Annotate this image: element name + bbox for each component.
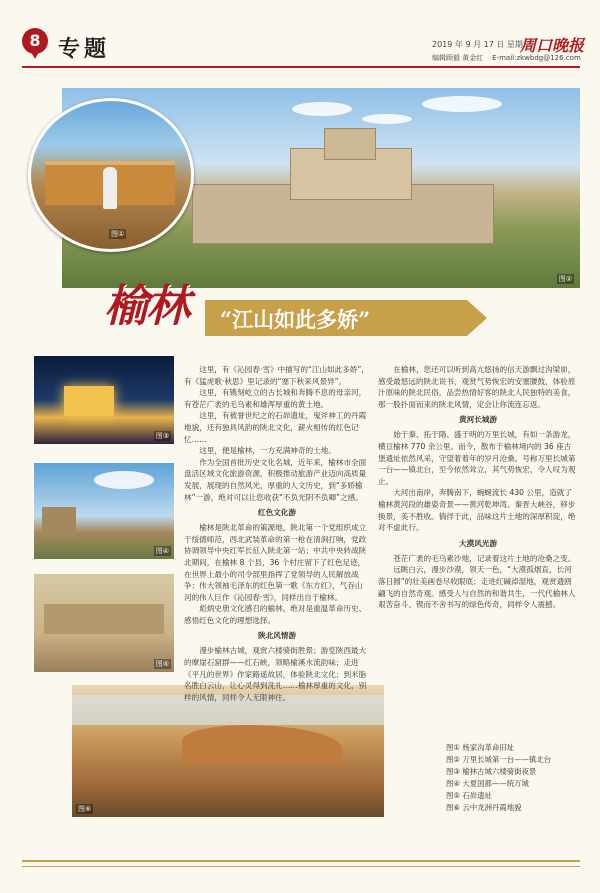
editor-email: E-mail:zkwbdg@126.com — [492, 54, 581, 62]
photo-caption-5: 图⑤ — [155, 660, 169, 668]
legend-item: 图⑤ 石峁遗址 — [446, 791, 492, 800]
legend-item: 图⑥ 云中龙洲丹霞地貌 — [446, 803, 522, 812]
photo-tongwancheng — [34, 463, 174, 559]
article-paragraph: 作为全国首批历史文化名城，近年来，榆林市全面盘活区域文化旅游资源，积极推动旅游产业迈向高质量发展，展现的自然风光，厚重的人文历史，到“多娇榆林”一游，绝对可以让您收获“不负光阴不负卿”之感。 — [184, 457, 367, 502]
legend-item: 图② 万里长城第一台——镇北台 — [446, 755, 552, 764]
editor-line — [432, 53, 581, 63]
cloud — [422, 96, 502, 112]
subhead-great-wall: 黄河长城游 — [459, 415, 497, 425]
stone-ruins — [44, 604, 164, 634]
subhead-red-culture: 红色文化游 — [258, 508, 296, 518]
subhead-desert: 大漠风光游 — [459, 538, 497, 548]
red-cliff — [182, 725, 342, 765]
article-paragraph: 彪炳史册文化感召的榆林，绝对是重温革命历史、感悟红色文化的理想选择。 — [184, 604, 367, 625]
cloud — [94, 471, 154, 489]
header-rule — [22, 66, 580, 68]
section-title: 专题 — [58, 36, 111, 62]
article-paragraph: 大河出南岸，奔腾南下，蜿蜒流长 430 公里，造就了榆林黄河段的雄姿奇景——黄河乾坤湾、秦晋大峡谷，移步换景，美不胜收。徜徉于此，品味这片土地的深厚积淀，绝对不虚此行。 — [378, 488, 576, 533]
photo-caption-2: 图② — [558, 275, 572, 283]
photo-danxia-landform — [72, 685, 384, 817]
article-paragraph: 这里，有镌刻屹立的古长城和奔腾不息的母亲河，有苍茫广袤的毛乌素和雄浑厚重的黄土地。 — [184, 388, 367, 409]
photo-shimao-ruins — [34, 574, 174, 672]
article-paragraph: 漫步榆林古城，观赏六楼骑街胜景；游览陕西最大的摩崖石窟群——红石峡，领略榆溪水流韵味；走进《平凡的世界》作家路遥故居，体验陕北文化；到米脂名胜白云山，让心灵得到洗礼……榆林厚重的文化，别样的风情，同样令人无限神往。 — [184, 646, 367, 702]
issue-date: 2019 年 9 月 17 日 星期二 — [432, 40, 531, 49]
article-paragraph: 远眺白云，漫步沙漠，领天一色，“大漠孤烟直，长河落日圆”的壮美画卷尽收眼底；走进红碱淖湿地，观赏遗鸥翩飞的自然奇观。感受人与自然的和谐共生，一代代榆林人艰苦奋斗、锲而不舍书写的绿色传奇，同样令人震撼。 — [378, 565, 576, 610]
editor-names: 编辑顾毅 黄金红 — [432, 54, 484, 62]
fortress-tower — [324, 128, 376, 160]
article-paragraph: 在榆林，您还可以听到高亢悠扬的信天游飘过沟梁峁，感受最悠远的陕北说书，观赏气势恢宏的安塞腰鼓，体验原汁原味的陕北民俗，品尝热情好客的陕北人民独特的美食，那一股扑面而来的陕北风情，定会让你流连忘返。 — [378, 365, 576, 409]
article-paragraph: 榆林是陕北革命的策源地，陕北第一个党组织成立于绥德师范，西北武装革命的第一枪在清涧打响，党政协调领导中央红军长征入陕北第一站；中共中央转战陕北期间，在榆林 8 个县，36 个村庄留下了红色足迹，在世界上最小的司令部里指挥了党领导的人民解放战争；伟大领袖毛泽东的红色第一歌《东方红》，气吞山河的伟人巨作《沁园春·雪》，同样出自于榆林。 — [184, 523, 367, 602]
photo-legend — [446, 742, 551, 814]
page-number-badge: 8 — [22, 28, 48, 54]
legend-item: 图④ 大夏国都——统万城 — [446, 779, 529, 788]
article-paragraph: 这里，有《沁园春·雪》中描写的“江山如此多娇”，有《猛虎歌·秋思》里记录的“塞下秋来风景异”。 — [184, 365, 369, 386]
article-paragraph: 始于秦、拓于隋、盛于明的万里长城，有如一条游龙，横亘榆林 770 余公里。而今，散布于榆林境内的 36 座古堡遗址依然风采，守望着着年的岁月沧桑。号称万里长城第一台——镇北台，至今依然耸立，其气势恢宏，令人叹为观止。 — [378, 430, 576, 486]
headline-slogan: “江山如此多娇” — [220, 307, 371, 332]
legend-item: 图① 杨家沟革命旧址 — [446, 743, 515, 752]
newspaper-logo: 周口晚报 — [520, 36, 585, 55]
photo-caption-4: 图④ — [155, 547, 169, 555]
cloud — [292, 102, 352, 116]
headline-city: 榆林 — [104, 281, 188, 332]
footer-rule — [22, 860, 580, 862]
photo-caption-3: 图③ — [155, 432, 169, 440]
statue — [103, 167, 117, 209]
article-paragraph: 这里，有被誉世纪之的石峁遗址，鬼斧神工的丹霞地貌，还有独具风韵的陕北文化，薪火相传的红色记忆…… — [184, 411, 367, 444]
ruin-wall — [42, 507, 76, 537]
lit-tower — [64, 386, 114, 416]
subhead-northern-shaanxi: 陕北风情游 — [258, 631, 296, 641]
inset-photo-yangjiagou — [28, 98, 194, 252]
photo-night-city — [34, 356, 174, 444]
photo-caption-1: 图① — [111, 230, 125, 238]
article-paragraph: 这里，便是榆林，一方充满神奇的土地。 — [199, 446, 336, 456]
article-paragraph: 苍茫广袤的毛乌素沙地，记录着这片土地的沧桑之变。 — [393, 553, 576, 563]
cloud — [362, 114, 412, 124]
legend-item: 图③ 榆林古城六楼骑街夜景 — [446, 767, 537, 776]
footer-rule-thin — [22, 866, 580, 867]
photo-caption-6: 图⑥ — [78, 805, 92, 813]
article-column-2 — [378, 364, 578, 611]
article-column-1 — [184, 364, 370, 703]
